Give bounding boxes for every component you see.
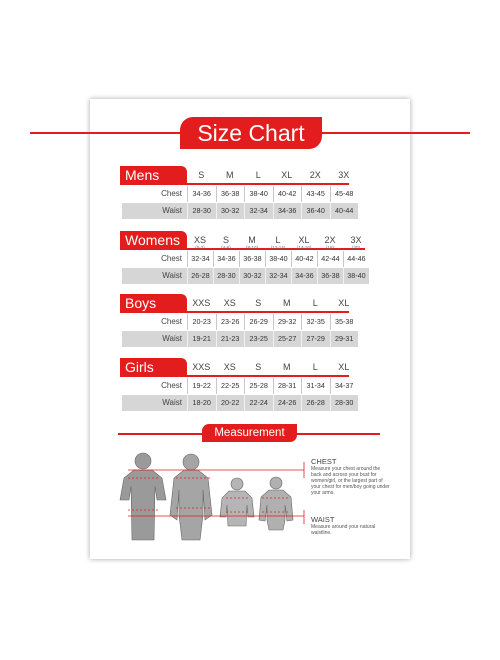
size-header [317,235,343,250]
size-header-label: XL [338,362,350,372]
table-cell: 38-40 [265,251,291,267]
table-cell: 30-32 [239,268,265,284]
size-header-label: M [248,235,256,245]
size-header [291,235,317,250]
size-header [216,362,245,372]
section-label-womens: Womens [120,231,187,250]
size-header-label: XS [223,362,236,372]
size-header-label: L [312,362,318,372]
size-header-label: L [275,235,281,245]
measurement-title: Measurement [202,424,297,442]
size-header [301,362,330,372]
size-header-label: XXS [192,362,211,372]
size-header-label: 2X [324,235,336,245]
table-cell: 18-20 [187,395,216,411]
row-label: Waist [162,398,182,407]
size-header [330,362,359,372]
table-cell: 20-23 [187,314,216,330]
size-header-range: (4-6) [221,245,231,250]
size-header-label: S [222,235,229,245]
size-header-label: S [255,362,262,372]
table-cell: 28-31 [273,378,302,394]
table-cell: 36-38 [239,251,265,267]
table-cell: 36-40 [301,203,330,219]
table-cell: 34-37 [330,378,359,394]
size-header [213,235,239,250]
table-cell: 34-36 [273,203,302,219]
section-rule [187,375,349,377]
table-cell: 45-48 [330,186,359,202]
chart-title: Size Chart [180,117,322,149]
section-rule [187,183,349,185]
section-rule [187,311,349,313]
size-header [187,298,216,308]
row-label: Waist [162,334,182,343]
table-cell: 43-45 [301,186,330,202]
size-header [187,170,216,180]
waist-title: WAIST [311,515,335,524]
row-label: Waist [162,271,182,280]
table-cell: 35-38 [330,314,359,330]
size-header-label: L [312,298,318,308]
table-cell: 32-34 [265,268,291,284]
size-header-label: M [283,298,291,308]
size-header [216,170,245,180]
table-cell: 40-42 [273,186,302,202]
size-header [330,170,359,180]
table-cell: 27-29 [301,331,330,347]
row-label: Waist [162,206,182,215]
waist-description: Measure around your natural waistline. [311,524,376,536]
table-cell: 23-26 [216,314,245,330]
row-label: Chest [161,254,182,263]
table-cell: 26-28 [301,395,330,411]
row-label: Chest [161,381,182,390]
table-cell: 38-40 [244,186,273,202]
size-header-label: 3X [338,170,350,180]
size-header-label: XS [223,298,236,308]
table-cell: 36-38 [317,268,343,284]
size-header [301,298,330,308]
size-header [187,362,216,372]
size-header-label: XL [298,235,310,245]
table-cell: 32-34 [244,203,273,219]
size-header-label: 2X [309,170,321,180]
table-cell: 31-34 [301,378,330,394]
size-header [273,298,302,308]
size-header-label: XS [193,235,206,245]
size-header-range: (18) [325,245,334,250]
table-row [122,378,358,394]
table-cell: 29-31 [330,331,359,347]
table-cell: 38-40 [343,268,369,284]
table-cell: 26-29 [244,314,273,330]
table-cell: 42-44 [317,251,343,267]
table-row [122,251,369,267]
size-header [273,362,302,372]
table-cell: 22-25 [216,378,245,394]
table-cell: 26-28 [187,268,213,284]
table-cell: 28-30 [187,203,216,219]
table-cell: 22-24 [244,395,273,411]
section-label-mens: Mens [120,166,187,185]
table-row [122,186,358,202]
table-row [122,395,358,411]
size-header-label: XXS [192,298,211,308]
table-cell: 34-36 [213,251,239,267]
size-header-label: S [198,170,205,180]
size-header [301,170,330,180]
table-cell: 40-44 [330,203,359,219]
table-cell: 29-32 [273,314,302,330]
table-cell: 40-42 [291,251,317,267]
table-cell: 34-36 [187,186,216,202]
size-header-label: XL [281,170,293,180]
size-header-label: M [226,170,234,180]
table-cell: 24-26 [273,395,302,411]
size-header-label: XL [338,298,350,308]
table-cell: 32-35 [301,314,330,330]
table-cell: 36-38 [216,186,245,202]
size-header-range: (8-10) [245,245,258,250]
row-label: Chest [161,317,182,326]
size-header [343,235,369,250]
size-header-label: L [255,170,261,180]
chest-title: CHEST [311,457,337,466]
size-header [273,170,302,180]
size-header [239,235,265,250]
table-cell: 20-22 [216,395,245,411]
section-label-boys: Boys [120,294,187,313]
table-cell: 28-30 [213,268,239,284]
table-cell: 30-32 [216,203,245,219]
row-label: Chest [161,189,182,198]
size-header [330,298,359,308]
size-header [244,362,273,372]
table-cell: 25-27 [273,331,302,347]
chest-description: Measure your chest around the back and across your bust for women/girl, or the largest part of your chest for men/boy going under your arms. [311,466,390,496]
table-row [122,314,358,330]
size-header-range: (0-2) [195,245,205,250]
size-header-range: (14-16) [296,245,312,250]
table-cell: 25-28 [244,378,273,394]
table-cell: 19-22 [187,378,216,394]
table-row [122,203,358,219]
table-cell: 23-25 [244,331,273,347]
size-header-label: 3X [350,235,362,245]
size-header [216,298,245,308]
table-cell: 21-23 [216,331,245,347]
table-cell: 34-36 [291,268,317,284]
size-header-range: (12-14) [270,245,286,250]
table-row [122,331,358,347]
table-cell: 28-30 [330,395,359,411]
size-header [244,298,273,308]
size-header-label: M [283,362,291,372]
table-cell: 32-34 [187,251,213,267]
table-cell: 44-46 [343,251,369,267]
table-cell: 19-21 [187,331,216,347]
size-header-range: (20) [351,245,360,250]
size-header [187,235,213,250]
table-row [122,268,369,284]
size-header [244,170,273,180]
size-header-label: S [255,298,262,308]
size-header [265,235,291,250]
section-label-girls: Girls [120,358,187,377]
